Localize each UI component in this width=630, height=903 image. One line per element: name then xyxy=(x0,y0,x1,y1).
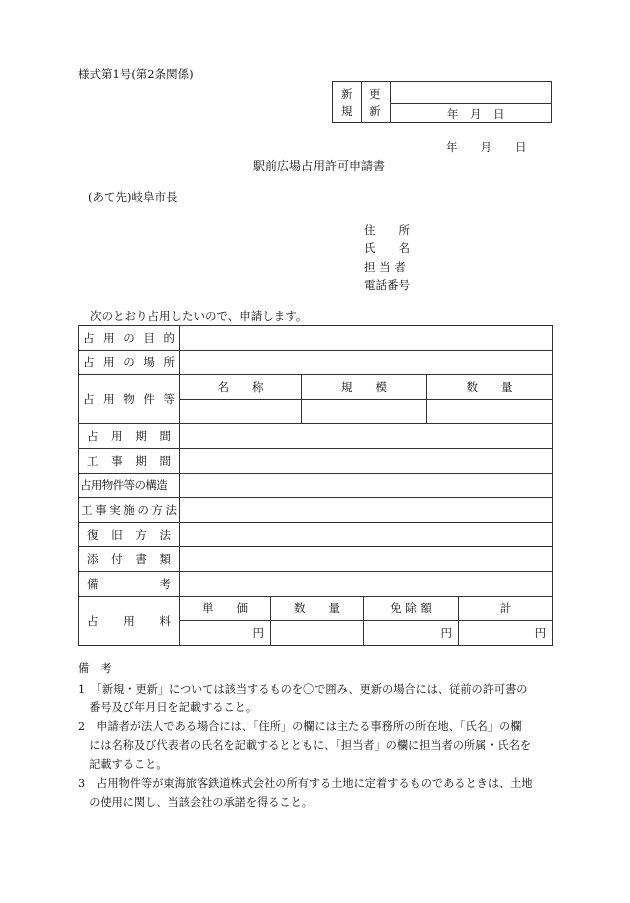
fee-qty-value[interactable] xyxy=(271,621,364,646)
notes-heading: 備 考 xyxy=(78,662,112,675)
method-value[interactable] xyxy=(180,498,553,523)
applicant-person-label: 担 当 者 xyxy=(364,260,406,274)
objects-label: 占 用 物 件 等 xyxy=(79,375,180,424)
unit-price-header: 単 価 xyxy=(180,596,271,621)
note-1b: 番号及び年月日を記載すること。 xyxy=(78,701,258,714)
document-title: 駅前広場占用許可申請書 xyxy=(253,159,386,173)
fee-label: 占 用 料 xyxy=(79,596,180,645)
new-renew-box xyxy=(332,81,552,123)
renew-label-bottom: 新 xyxy=(369,104,381,118)
period-value[interactable] xyxy=(180,424,553,449)
remarks-label: 備 考 xyxy=(79,571,180,596)
object-name-header: 名 称 xyxy=(180,375,302,400)
method-label: 工 事 実 施 の 方 法 xyxy=(79,498,180,523)
purpose-label xyxy=(79,326,180,351)
object-qty-value[interactable] xyxy=(427,399,553,424)
total-value[interactable]: 円 xyxy=(459,621,553,646)
place-value[interactable] xyxy=(180,350,553,375)
note-2b: には名称及び代表者の氏名を記載するとともに、「担当者」の欄に担当者の所属・氏名を xyxy=(78,739,532,752)
period-label: 占 用 期 間 xyxy=(79,424,180,449)
addressee: (あて先)岐阜市長 xyxy=(88,190,178,204)
purpose-value[interactable] xyxy=(180,326,553,351)
work-period-value[interactable] xyxy=(180,448,553,473)
application-table xyxy=(78,325,553,646)
exempt-header: 免 除 額 xyxy=(364,596,459,621)
object-name-value[interactable] xyxy=(180,399,302,424)
new-label-bottom: 規 xyxy=(341,104,353,118)
object-qty-header: 数 量 xyxy=(427,375,553,400)
note-1a: 1 「新規・更新」については該当するものを〇で囲み、更新の場合には、従前の許可書の xyxy=(78,683,528,696)
note-2a: 2 申請者が法人である場合には、「住所」の欄には主たる事務所の所在地、「氏名」の欄 xyxy=(78,720,522,733)
renew-label-top: 更 xyxy=(369,87,381,101)
fee-qty-header: 数 量 xyxy=(271,596,364,621)
attach-label: 添 付 書 類 xyxy=(79,547,180,572)
restore-label: 復 旧 方 法 xyxy=(79,522,180,547)
stamp-date: 年 月 日 xyxy=(447,107,505,121)
structure-value[interactable] xyxy=(180,473,553,498)
unit-price-value[interactable]: 円 xyxy=(180,621,271,646)
form-number: 様式第1号(第2条関係) xyxy=(78,67,194,81)
attach-value[interactable] xyxy=(180,547,553,572)
applicant-address-label: 住 所 xyxy=(364,223,410,237)
structure-label: 占用物件等の構造 xyxy=(79,473,180,498)
intro-text: 次のとおり占用したいので、申請します。 xyxy=(90,309,308,323)
remarks-value[interactable] xyxy=(180,571,553,596)
purpose-chars: 占 用 の 目 的 xyxy=(83,330,175,345)
object-scale-value[interactable] xyxy=(302,399,427,424)
object-scale-header: 規 模 xyxy=(302,375,427,400)
new-label-top: 新 xyxy=(341,87,353,101)
note-3b: の使用に関し、当該会社の承諾を得ること。 xyxy=(78,796,313,809)
applicant-phone-label: 電話番号 xyxy=(364,278,410,292)
place-label: 占 用 の 場 所 xyxy=(79,350,180,375)
application-date: 年 月 日 xyxy=(446,140,527,154)
note-3a: 3 占用物件等が東海旅客鉄道株式会社の所有する土地に定着するものであるときは、土地 xyxy=(78,777,533,790)
exempt-value[interactable]: 円 xyxy=(364,621,459,646)
applicant-name-label: 氏 名 xyxy=(364,241,410,255)
note-2c: 記載すること。 xyxy=(78,758,168,771)
work-period-label: 工 事 期 間 xyxy=(79,448,180,473)
restore-value[interactable] xyxy=(180,522,553,547)
total-header: 計 xyxy=(459,596,553,621)
